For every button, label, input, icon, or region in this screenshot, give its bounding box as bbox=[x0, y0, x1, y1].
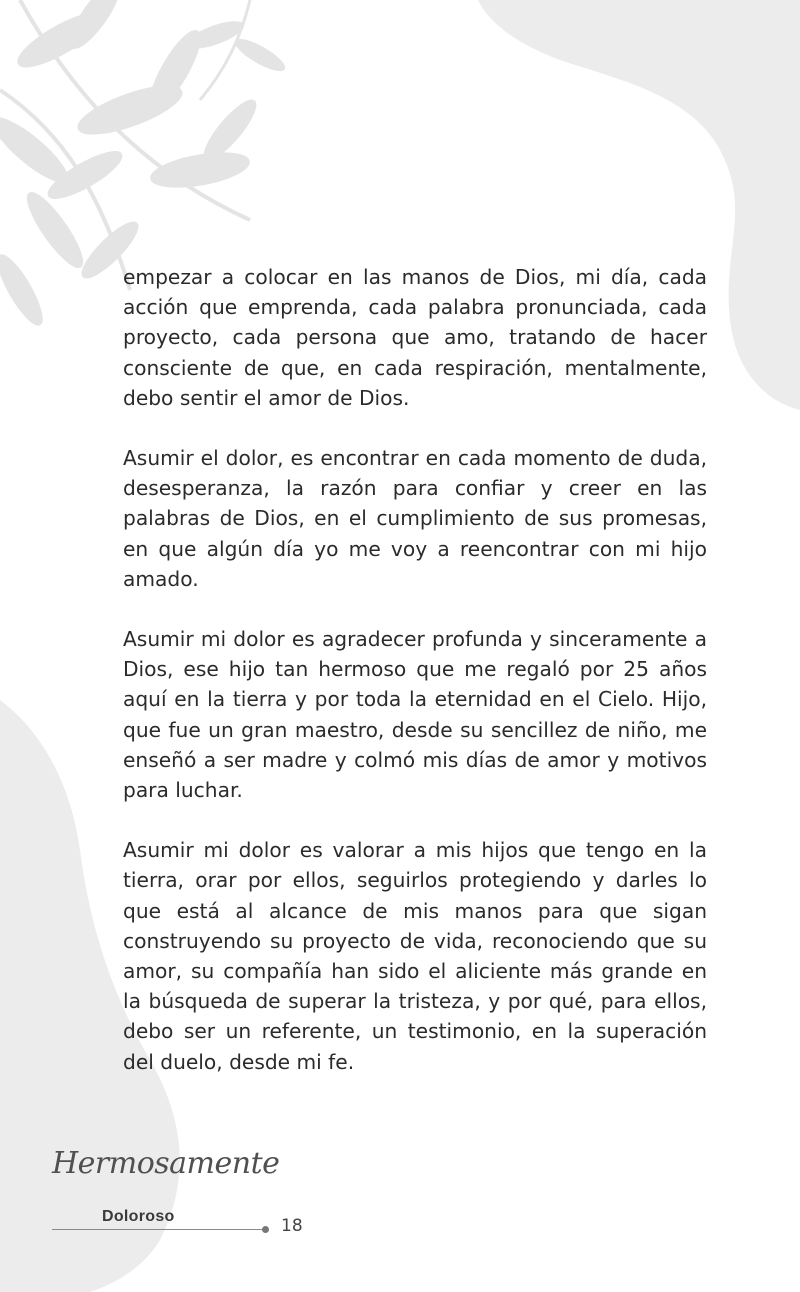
page-number: 18 bbox=[281, 1216, 303, 1236]
paragraph-4: Asumir mi dolor es valorar a mis hijos que tengo en la tierra, orar por ellos, seguirlos protegiendo y darles lo que está al alcance de mis manos para que sigan construyendo su proyecto de vida, reconociendo que su amor, su compañía han sido el aliciente más grande en la búsqueda de superar la tristeza, y por qué, para ellos, debo ser un referente, un testimonio, en la superación del duelo, desde mi fe. bbox=[123, 838, 707, 1074]
footer-dot bbox=[262, 1226, 269, 1233]
paragraph-2: Asumir el dolor, es encontrar en cada momento de duda, desesperanza, la razón para confiar y creer en las palabras de Dios, en el cumplimiento de sus promesas, en que algún día yo me voy a reencontrar con mi hijo amado. bbox=[123, 446, 707, 591]
footer-rule bbox=[52, 1229, 264, 1230]
book-logo bbox=[52, 1140, 280, 1240]
logo-script-text: Hermosamente bbox=[52, 1146, 280, 1181]
paragraph-3: Asumir mi dolor es agradecer profunda y sinceramente a Dios, ese hijo tan hermoso que me regaló por 25 años aquí en la tierra y por toda la eternidad en el Cielo. Hijo, que fue un gran maestro, desde su sencillez de niño, me enseñó a ser madre y colmó mis días de amor y motivos para luchar. bbox=[123, 627, 707, 803]
logo-subtitle: Doloroso bbox=[102, 1208, 175, 1225]
body-text bbox=[123, 262, 707, 1107]
paragraph-1: empezar a colocar en las manos de Dios, mi día, cada acción que emprenda, cada palabra pronunciada, cada proyecto, cada persona que amo, tratando de hacer consciente de que, en cada respiración, mentalmente, debo sentir el amor de Dios. bbox=[123, 265, 707, 410]
